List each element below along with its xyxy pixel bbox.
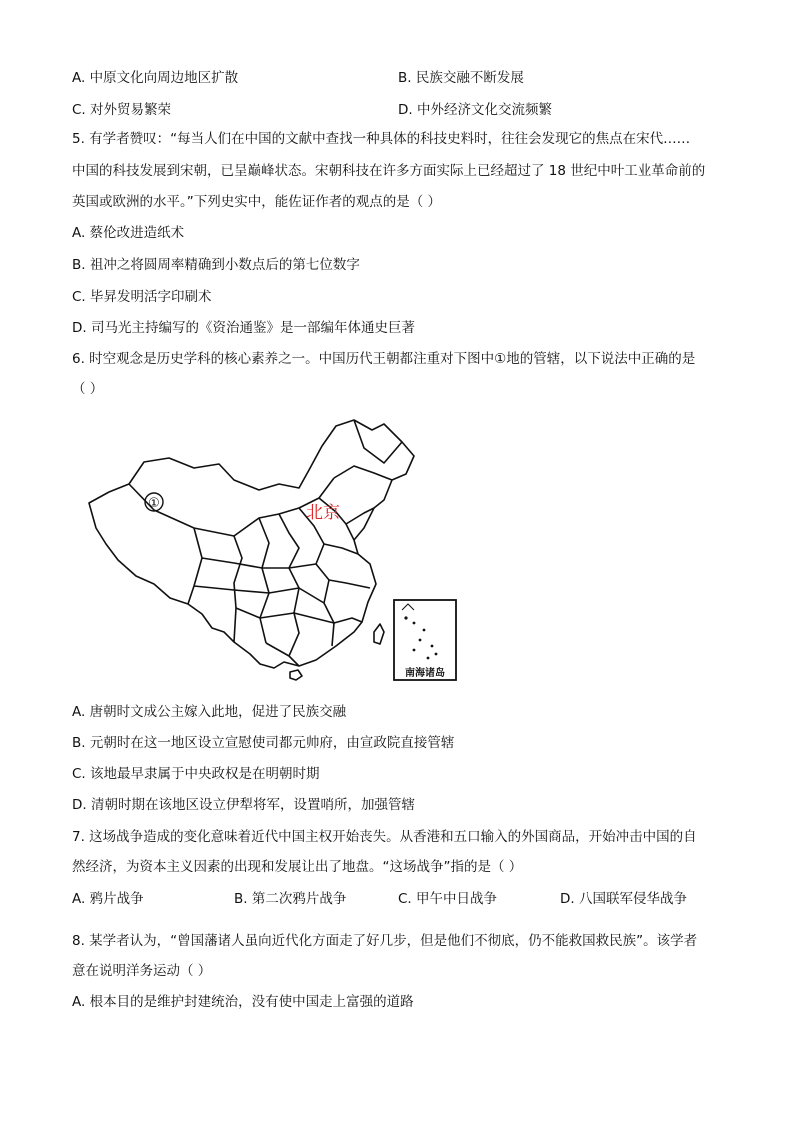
- q5-option-c: C. 毕昇发明活字印刷术: [72, 289, 212, 305]
- q7-option-d: D. 八国联军侵华战争: [560, 891, 687, 907]
- q8-stem-line-2: 意在说明洋务运动（ ）: [72, 963, 212, 979]
- q7-option-c: C. 甲午中日战争: [398, 891, 498, 907]
- q5-stem-line-3: 英国或欧洲的水平。”下列史实中，能佐证作者的观点的是（ ）: [72, 194, 442, 210]
- q6-option-c: C. 该地最早隶属于中央政权是在明朝时期: [72, 766, 320, 782]
- inset-label: 南海诸岛: [405, 668, 445, 679]
- q6-option-a: A. 唐朝时文成公主嫁入此地，促进了民族交融: [72, 704, 347, 720]
- taiwan-island: [374, 624, 384, 644]
- hainan-island: [290, 670, 302, 680]
- q4-option-d: D. 中外经济文化交流频繁: [398, 102, 552, 118]
- china-outline: [89, 420, 414, 668]
- q7-option-a: A. 鸦片战争: [72, 891, 144, 907]
- q8-stem-line-1: 8. 某学者认为，“曾国藩诸人虽向近代化方面走了好几步，但是他们不彻底，仍不能救国救民族”。该学者: [72, 933, 698, 949]
- q6-option-d: D. 清朝时期在该地区设立伊犁将军，设置哨所，加强管辖: [72, 797, 415, 813]
- q8-option-a: A. 根本目的是维护封建统治，没有使中国走上富强的道路: [72, 994, 414, 1010]
- q4-option-b: B. 民族交融不断发展: [398, 70, 524, 86]
- q5-option-b: B. 祖冲之将圆周率精确到小数点后的第七位数字: [72, 257, 360, 273]
- q5-option-d: D. 司马光主持编写的《资治通鉴》是一部编年体通史巨著: [72, 320, 415, 336]
- region-marker-label: ①: [148, 496, 160, 511]
- q6-option-b: B. 元朝时在这一地区设立宣慰使司都元帅府，由宣政院直接管辖: [72, 735, 455, 751]
- q5-stem-line-2: 中国的科技发展到宋朝，已呈巅峰状态。宋朝科技在许多方面实际上已经超过了 18 世纪中叶工业革命前的: [72, 163, 706, 179]
- china-map: [84, 418, 464, 684]
- q4-option-c: C. 对外贸易繁荣: [72, 102, 172, 118]
- q6-stem-line-1: 6. 时空观念是历史学科的核心素养之一。中国历代王朝都注重对下图中①地的管辖，以下说法中正确的是: [72, 351, 696, 367]
- q7-stem-line-2: 然经济，为资本主义因素的出现和发展让出了地盘。“这场战争”指的是（ ）: [72, 859, 523, 875]
- q5-option-a: A. 蔡伦改进造纸术: [72, 225, 185, 241]
- q7-stem-line-1: 7. 这场战争造成的变化意味着近代中国主权开始丧失。从香港和五口输入的外国商品，开始冲击中国的自: [72, 829, 697, 845]
- q7-option-b: B. 第二次鸦片战争: [234, 891, 347, 907]
- q6-stem-line-2: （ ）: [72, 381, 104, 397]
- q4-option-a: A. 中原文化向周边地区扩散: [72, 70, 239, 86]
- beijing-label: 北京: [306, 503, 340, 523]
- q5-stem-line-1: 5. 有学者赞叹：“每当人们在中国的文献中查找一种具体的科技史料时，往往会发现它的焦点在宋代……: [72, 131, 691, 147]
